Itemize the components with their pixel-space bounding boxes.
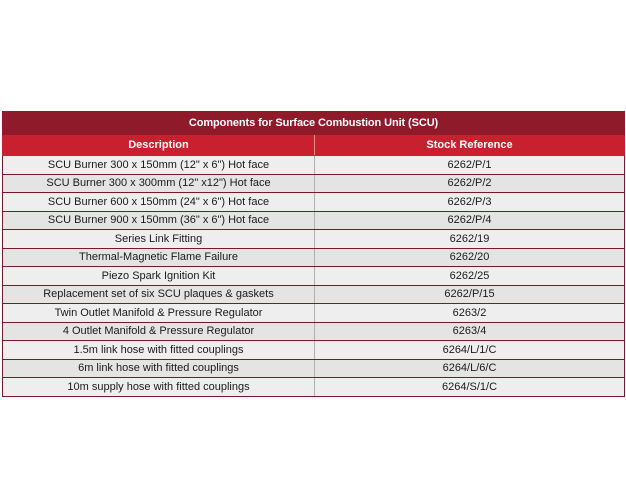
table-row	[3, 211, 625, 230]
components-table-container	[2, 111, 624, 397]
cell-stock-reference: 6262/P/3	[315, 193, 625, 212]
table-row	[3, 193, 625, 212]
cell-description: Replacement set of six SCU plaques & gaskets	[3, 285, 315, 304]
components-table	[2, 111, 625, 397]
table-row	[3, 267, 625, 286]
cell-description: Series Link Fitting	[3, 230, 315, 249]
cell-stock-reference: 6262/P/4	[315, 211, 625, 230]
table-row	[3, 378, 625, 397]
cell-stock-reference: 6262/P/1	[315, 156, 625, 175]
cell-stock-reference: 6264/L/6/C	[315, 359, 625, 378]
cell-stock-reference: 6264/S/1/C	[315, 378, 625, 397]
cell-stock-reference: 6263/4	[315, 322, 625, 341]
cell-description: 1.5m link hose with fitted couplings	[3, 341, 315, 360]
cell-description: Twin Outlet Manifold & Pressure Regulator	[3, 304, 315, 323]
table-header-row	[3, 135, 625, 156]
table-row	[3, 156, 625, 175]
table-title: Components for Surface Combustion Unit (SCU)	[3, 112, 625, 135]
cell-description: 4 Outlet Manifold & Pressure Regulator	[3, 322, 315, 341]
cell-description: SCU Burner 300 x 150mm (12" x 6") Hot face	[3, 156, 315, 175]
cell-description: 10m supply hose with fitted couplings	[3, 378, 315, 397]
cell-stock-reference: 6262/20	[315, 248, 625, 267]
cell-description: SCU Burner 300 x 300mm (12" x12") Hot face	[3, 174, 315, 193]
table-title-row	[3, 112, 625, 135]
cell-stock-reference: 6262/P/2	[315, 174, 625, 193]
cell-description: SCU Burner 600 x 150mm (24" x 6") Hot face	[3, 193, 315, 212]
table-row	[3, 359, 625, 378]
cell-description: Piezo Spark Ignition Kit	[3, 267, 315, 286]
cell-description: 6m link hose with fitted couplings	[3, 359, 315, 378]
cell-stock-reference: 6262/P/15	[315, 285, 625, 304]
cell-stock-reference: 6263/2	[315, 304, 625, 323]
header-stock-reference: Stock Reference	[315, 135, 625, 156]
table-row	[3, 322, 625, 341]
cell-stock-reference: 6262/25	[315, 267, 625, 286]
table-row	[3, 304, 625, 323]
table-row	[3, 230, 625, 249]
table-body	[3, 156, 625, 397]
table-row	[3, 285, 625, 304]
table-row	[3, 248, 625, 267]
table-row	[3, 174, 625, 193]
table-row	[3, 341, 625, 360]
header-description: Description	[3, 135, 315, 156]
cell-description: SCU Burner 900 x 150mm (36" x 6") Hot face	[3, 211, 315, 230]
cell-description: Thermal-Magnetic Flame Failure	[3, 248, 315, 267]
cell-stock-reference: 6262/19	[315, 230, 625, 249]
cell-stock-reference: 6264/L/1/C	[315, 341, 625, 360]
